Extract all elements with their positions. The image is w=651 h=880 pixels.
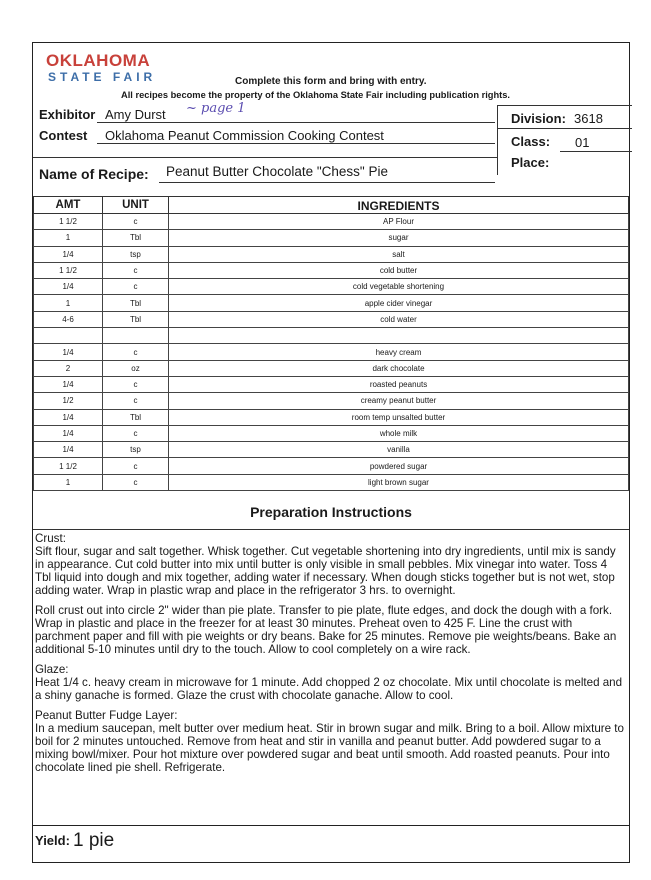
crust-heading: Crust: (35, 532, 66, 545)
ingredient-cell: cold water (169, 311, 629, 327)
unit-cell (103, 328, 169, 344)
division-label: Division: (511, 111, 566, 126)
table-row (34, 230, 629, 246)
amt-cell: 1/2 (34, 393, 103, 409)
amt-cell: 4-6 (34, 311, 103, 327)
ingredient-cell: cold vegetable shortening (169, 279, 629, 295)
amt-cell (34, 328, 103, 344)
place-label: Place: (511, 155, 550, 170)
ingredient-cell: powdered sugar (169, 458, 629, 474)
unit-header: UNIT (103, 197, 169, 214)
ingredient-cell: creamy peanut butter (169, 393, 629, 409)
recipe-name-value: Peanut Butter Chocolate "Chess" Pie (166, 164, 388, 179)
amt-cell: 1 1/2 (34, 214, 103, 230)
unit-cell: Tbl (103, 311, 169, 327)
amt-cell: 1/4 (34, 425, 103, 441)
unit-cell: Tbl (103, 409, 169, 425)
fudge-paragraph: In a medium saucepan, melt butter over medium heat. Stir in brown sugar and milk. Bring to a boil. Allow mixture to boil for 2 minutes untouched. Remove from heat and stir in vanilla and peanut butter. Add powdered sugar to a mixing bowl/mixer. Pour hot mixture over powdered sugar and beat until smooth. Add roasted peanuts. Pour into chocolate lined pie shell. Refrigerate. (35, 722, 624, 774)
amt-cell: 1/4 (34, 279, 103, 295)
table-row (34, 376, 629, 392)
unit-cell: oz (103, 360, 169, 376)
yield-value: 1 pie (73, 830, 115, 851)
ingredient-cell: AP Flour (169, 214, 629, 230)
division-box (497, 105, 632, 175)
table-row (34, 409, 629, 425)
rights-notice: All recipes become the property of the Oklahoma State Fair including publication rights. (121, 90, 510, 100)
form-instruction: Complete this form and bring with entry. (235, 76, 427, 87)
recipe-name-label: Name of Recipe: (39, 166, 149, 182)
contest-value: Oklahoma Peanut Commission Cooking Contest (105, 128, 384, 143)
table-row (34, 279, 629, 295)
ingredient-cell: whole milk (169, 425, 629, 441)
yield-label: Yield: (35, 833, 70, 848)
table-row (34, 214, 629, 230)
contest-underline (97, 143, 495, 144)
preparation-rule (33, 529, 629, 530)
crust-paragraph-2: Roll crust out into circle 2" wider than pie plate. Transfer to pie plate, flute edges, and dock the dough with a fork. Wrap in plastic and place in the freezer for at least 30 minutes. Preheat oven to 425 F. Line the crust with parchment paper and fill with pie weights or dry beans. Bake for 25 minutes. Remove pie weights/beans. Bake an additional 5-10 minutes until dry to the touch. Allow to cool completely on a wire rack. (35, 604, 617, 656)
exhibitor-value: Amy Durst (105, 107, 166, 122)
ingredient-cell: apple cider vinegar (169, 295, 629, 311)
class-label: Class: (511, 134, 551, 149)
logo-oklahoma: OKLAHOMA (46, 51, 151, 70)
ingredients-header: INGREDIENTS (169, 197, 629, 214)
amt-cell: 1 (34, 230, 103, 246)
unit-cell: c (103, 214, 169, 230)
unit-cell: c (103, 458, 169, 474)
table-row (34, 246, 629, 262)
table-row (34, 262, 629, 278)
logo-state-fair: STATE FAIR (48, 70, 157, 84)
ingredient-cell: vanilla (169, 442, 629, 458)
unit-cell: c (103, 279, 169, 295)
glaze-paragraph: Heat 1/4 c. heavy cream in microwave for 1 minute. Add chopped 2 oz chocolate. Mix until chocolate is melted and a shiny ganache is formed. Glaze the crust with chocolate ganache. Allow to cool. (35, 676, 623, 702)
ingredient-cell: room temp unsalted butter (169, 409, 629, 425)
ingredient-cell (169, 328, 629, 344)
unit-cell: Tbl (103, 230, 169, 246)
amt-cell: 1/4 (34, 376, 103, 392)
ingredients-table (33, 196, 629, 491)
ingredient-cell: roasted peanuts (169, 376, 629, 392)
glaze-heading: Glaze: (35, 663, 69, 676)
amt-cell: 2 (34, 360, 103, 376)
unit-cell: c (103, 376, 169, 392)
unit-cell: c (103, 344, 169, 360)
unit-cell: tsp (103, 246, 169, 262)
amt-cell: 1 1/2 (34, 458, 103, 474)
table-row (34, 328, 629, 344)
crust-paragraph-1: Sift flour, sugar and salt together. Whisk together. Cut vegetable shortening into dry ingredients, until mix is sandy in appearance. Cut cold butter into mix until butter is only visible in small pebbles. Mix vinegar into water. Toss 4 Tbl liquid into dough and mix together, adding water if necessary. When dough sticks together but is not wet, stop adding water. Wrap in plastic wrap and place in the refrigerator 3 hrs. to overnight. (35, 545, 616, 597)
fudge-heading: Peanut Butter Fudge Layer: (35, 709, 178, 722)
exhibitor-underline (97, 122, 495, 123)
unit-cell: c (103, 262, 169, 278)
unit-cell: tsp (103, 442, 169, 458)
preparation-title: Preparation Instructions (250, 504, 412, 520)
amt-cell: 1 (34, 474, 103, 490)
ingredients-header-row (34, 197, 629, 214)
ingredient-cell: salt (169, 246, 629, 262)
ingredient-cell: dark chocolate (169, 360, 629, 376)
amt-cell: 1/4 (34, 409, 103, 425)
ingredient-cell: cold butter (169, 262, 629, 278)
ingredient-cell: light brown sugar (169, 474, 629, 490)
yield-rule (33, 825, 629, 826)
amt-cell: 1/4 (34, 246, 103, 262)
table-row (34, 425, 629, 441)
amt-cell: 1 1/2 (34, 262, 103, 278)
entry-form (32, 42, 630, 863)
ingredient-cell: heavy cream (169, 344, 629, 360)
amt-cell: 1 (34, 295, 103, 311)
unit-cell: c (103, 393, 169, 409)
table-row (34, 458, 629, 474)
handwritten-page-note: ~ page 1 (186, 101, 246, 116)
amt-cell: 1/4 (34, 442, 103, 458)
preparation-instructions (35, 532, 625, 781)
table-row (34, 311, 629, 327)
table-row (34, 360, 629, 376)
class-value: 01 (575, 135, 590, 150)
unit-cell: c (103, 474, 169, 490)
table-row (34, 295, 629, 311)
amt-header: AMT (34, 197, 103, 214)
unit-cell: Tbl (103, 295, 169, 311)
ingredient-cell: sugar (169, 230, 629, 246)
table-row (34, 442, 629, 458)
division-value: 3618 (574, 111, 603, 126)
exhibitor-label: Exhibitor (39, 107, 96, 122)
unit-cell: c (103, 425, 169, 441)
recipe-underline (159, 182, 495, 183)
table-row (34, 474, 629, 490)
recipe-top-rule (33, 157, 497, 158)
table-row (34, 393, 629, 409)
contest-label: Contest (39, 128, 88, 143)
amt-cell: 1/4 (34, 344, 103, 360)
table-row (34, 344, 629, 360)
